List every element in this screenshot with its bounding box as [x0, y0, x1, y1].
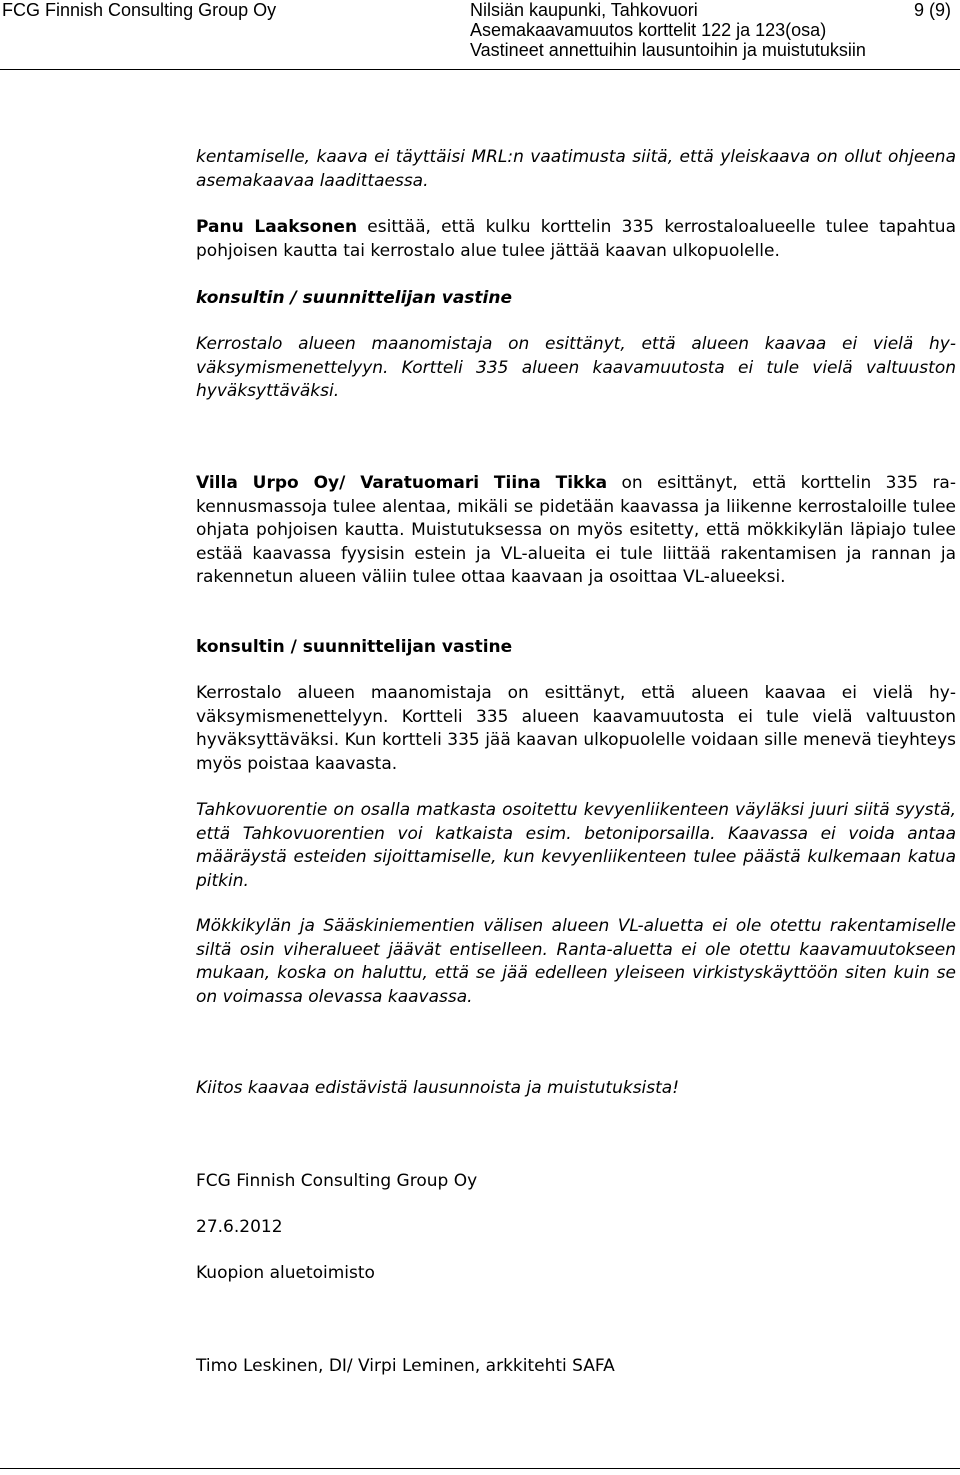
response-paragraph: Mökkikylän ja Sääskiniementien välisen alueen VL-aluetta ei ole otettu rakentamiselle siltä osin viheralueet jäävät entiselleen. Ranta-aluetta ei ole otettu kaavamuutokseen mukaan, koska on haluttu, että se jää edelleen yleiseen virkistyskäyttöön siten kuin se on voimassa olevassa kaavassa. [196, 916, 956, 1007]
response-paragraph: Tahkovuorentie on osalla matkasta osoitettu kevyenliikenteen väyläksi juuri siitä syystä, että Tahkovuorentien voi katkaista esim. betoniporsailla. Kaavassa ei voida antaa määräystä esteiden sijoittamiselle, kun kevyenliikenteen tulee päästä kulkemaan katua pitkin. [196, 800, 956, 891]
signature-date: 27.6.2012 [196, 1217, 283, 1237]
signature-office: Kuopion aluetoimisto [196, 1263, 375, 1283]
response-heading: konsultin / suunnittelijan vastine [196, 288, 513, 308]
header-divider [0, 69, 960, 70]
response-paragraph: Kerrostalo alueen maanomistaja on esittänyt, että alueen kaavaa ei vielä hyväksymismenettelyyn. Kortteli 335 alueen kaavamuutosta ei tule vielä valtuuston hyväksyttäväksi. Kun kortteli 335 jää kaavan ulkopuolelle voidaan sille menevä tieyhteys myös poistaa kaavasta. [196, 683, 956, 774]
header-company: FCG Finnish Consulting Group Oy [2, 0, 277, 20]
footer-divider [0, 1468, 960, 1469]
comment-text: on esittänyt, että korttelin 335 rakennusmassoja tulee alentaa, mikäli se pidetään kaavassa ja liikenne kerrostaloille tulee ohjata pohjoisen kautta. Muistutuksessa on myös esitetty, että mökkikylän läpiajo tulee estää kaavassa fyysisin estein ja VL-alueita ei tule liittää rakentamisen ja rannan ja rakennetun alueen väliin tulee ottaa kaavaan ja osoittaa VL-alueeksi. [196, 473, 956, 587]
response-paragraph: Kerrostalo alueen maanomistaja on esittänyt, että alueen kaavaa ei vielä hyväksymismenettelyyn. Kortteli 335 alueen kaavamuutosta ei tule vielä valtuuston hyväksyttäväksi. [196, 334, 956, 401]
page-header [0, 0, 960, 70]
header-project: Nilsiän kaupunki, Tahkovuori [470, 0, 698, 20]
header-document-title: Vastineet annettuihin lausuntoihin ja muistutuksiin [470, 40, 866, 60]
signature-company: FCG Finnish Consulting Group Oy [196, 1171, 478, 1191]
comment-text: esittää, että kulku korttelin 335 kerrostaloalueelle tulee tapahtua pohjoisen kautta tai kerrostalo alue tulee jättää kaavan ulkopuolelle. [196, 217, 957, 261]
villa-paragraph [196, 472, 956, 590]
response-heading: konsultin / suunnittelijan vastine [196, 637, 513, 657]
commenter-name: Panu Laaksonen [196, 217, 358, 237]
header-plan-title: Asemakaavamuutos korttelit 122 ja 123(osa) [470, 20, 827, 40]
signature-names: Timo Leskinen, DI/ Virpi Leminen, arkkitehti SAFA [196, 1356, 615, 1376]
panu-paragraph [196, 216, 956, 263]
thanks-line: Kiitos kaavaa edistävistä lausunnoista ja muistutuksista! [196, 1078, 680, 1098]
page-number: 9 (9) [913, 0, 951, 20]
commenter-name: Villa Urpo Oy/ Varatuomari Tiina Tikka [196, 473, 608, 493]
continued-paragraph: kentamiselle, kaava ei täyttäisi MRL:n vaatimusta siitä, että yleiskaava on ollut ohjeena asemakaavaa laadittaessa. [196, 147, 956, 191]
